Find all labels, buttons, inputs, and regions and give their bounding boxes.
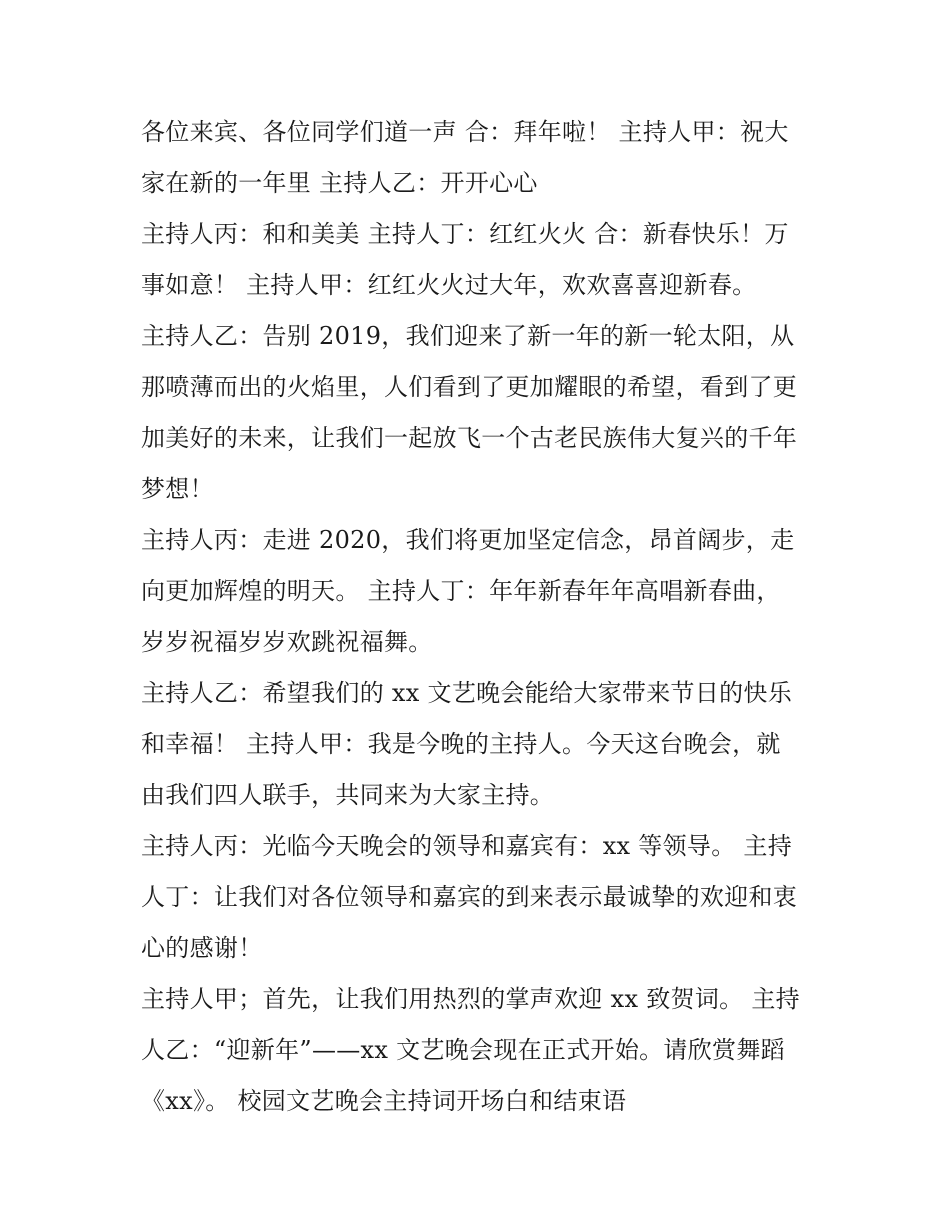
text-line: 家在新的一年里 主持人乙：开开心心 bbox=[141, 169, 538, 197]
paragraph bbox=[141, 107, 811, 209]
text-line: 由我们四人联手，共同来为大家主持。 bbox=[141, 781, 555, 809]
text-line: 加美好的未来，让我们一起放飞一个古老民族伟大复兴的千年 bbox=[141, 424, 798, 452]
paragraph bbox=[141, 209, 811, 311]
paragraph bbox=[141, 311, 811, 515]
text-line: 和幸福！ 主持人甲：我是今晚的主持人。今天这台晚会，就 bbox=[141, 730, 781, 758]
text-line: 各位来宾、各位同学们道一声 合：拜年啦！ 主持人甲：祝大 bbox=[141, 118, 789, 146]
text-line: 事如意！ 主持人甲：红红火火过大年，欢欢喜喜迎新春。 bbox=[141, 271, 757, 299]
text-line: 主持人乙：告别 2019，我们迎来了新一年的新一轮太阳，从 bbox=[141, 322, 795, 350]
text-line: 《xx》。 校园文艺晚会主持词开场白和结束语 bbox=[141, 1087, 627, 1115]
document-body bbox=[141, 107, 811, 1127]
text-line: 主持人甲；首先，让我们用热烈的掌声欢迎 xx 致贺词。 主持 bbox=[141, 985, 800, 1013]
paragraph bbox=[141, 515, 811, 668]
text-line: 主持人丙：光临今天晚会的领导和嘉宾有：xx 等领导。 主持 bbox=[141, 832, 793, 860]
paragraph bbox=[141, 668, 811, 821]
paragraph bbox=[141, 974, 811, 1127]
text-line: 主持人丙：和和美美 主持人丁：红红火火 合：新春快乐！万 bbox=[141, 220, 789, 248]
text-line: 那喷薄而出的火焰里，人们看到了更加耀眼的希望，看到了更 bbox=[141, 373, 798, 401]
text-line: 梦想！ bbox=[141, 475, 214, 503]
text-line: 人丁：让我们对各位领导和嘉宾的到来表示最诚挚的欢迎和衷 bbox=[141, 883, 798, 911]
text-line: 岁岁祝福岁岁欢跳祝福舞。 bbox=[141, 628, 433, 656]
text-line: 人乙：“迎新年”——xx 文艺晚会现在正式开始。请欣赏舞蹈 bbox=[141, 1036, 785, 1064]
text-line: 向更加辉煌的明天。 主持人丁：年年新春年年高唱新春曲， bbox=[141, 577, 781, 605]
paragraph bbox=[141, 821, 811, 974]
text-line: 心的感谢！ bbox=[141, 934, 263, 962]
text-line: 主持人丙：走进 2020，我们将更加坚定信念，昂首阔步，走 bbox=[141, 526, 795, 554]
text-line: 主持人乙：希望我们的 xx 文艺晚会能给大家带来节日的快乐 bbox=[141, 679, 793, 707]
